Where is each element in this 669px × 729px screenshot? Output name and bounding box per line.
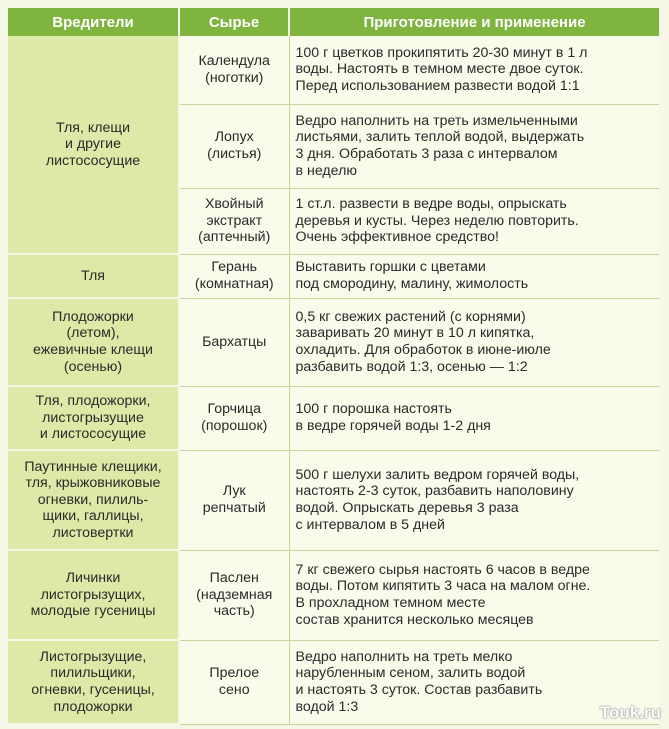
pests-cell: Плодожорки (летом), ежевичные клещи (осенью) — [8, 298, 179, 386]
table-row — [8, 386, 659, 450]
usage-cell: 7 кг свежего сырья настоять 6 часов в ведре воды. Потом кипятить 3 часа на малом огне. В прохладном темном месте состав хранится несколько месяцев — [289, 550, 659, 640]
usage-cell: 500 г шелухи залить ведром горячей воды, настоять 2-3 суток, разбавить наполовину водой. Опрыскать деревья 3 раза с интервалом в 5 дней — [289, 450, 659, 550]
raw-cell: Герань (комнатная) — [179, 254, 289, 298]
usage-cell: 100 г порошка настоять в ведре горячей воды 1-2 дня — [289, 386, 659, 450]
usage-cell: Выставить горшки с цветами под смородину, малину, жимолость — [289, 254, 659, 298]
header-row — [8, 8, 659, 36]
header-pests: Вредители — [8, 8, 179, 36]
table-header — [8, 8, 659, 36]
remedies-table — [8, 8, 659, 725]
raw-cell: Бархатцы — [179, 298, 289, 386]
raw-cell: Лопух (листья) — [179, 104, 289, 188]
raw-cell: Лук репчатый — [179, 450, 289, 550]
raw-cell: Хвойный экстракт (аптечный) — [179, 188, 289, 254]
usage-cell: Ведро наполнить на треть измельченными листьями, залить теплой водой, выдержать 3 дня. Обработать 3 раза с интервалом в неделю — [289, 104, 659, 188]
table-row — [8, 254, 659, 298]
pests-cell: Паутинные клещики, тля, крыжовниковые огневки, пилиль- щики, галлицы, листовертки — [8, 450, 179, 550]
pests-cell: Тля, клещи и другие листососущие — [8, 36, 179, 254]
usage-cell: Ведро наполнить на треть мелко нарубленным сеном, залить водой и настоять 3 суток. Состав разбавить водой 1:3 — [289, 640, 659, 724]
pests-cell: Тля — [8, 254, 179, 298]
table-row — [8, 36, 659, 104]
usage-cell: 0,5 кг свежих растений (с корнями) заваривать 20 минут в 10 л кипятка, охладить. Для обработок в июне-июле разбавить водой 1:3, осенью — 1:2 — [289, 298, 659, 386]
site-watermark: Touk.ru — [599, 703, 661, 722]
raw-cell: Паслен (надземная часть) — [179, 550, 289, 640]
raw-cell: Горчица (порошок) — [179, 386, 289, 450]
table-row — [8, 640, 659, 724]
header-raw: Сырье — [179, 8, 289, 36]
pests-cell: Листогрызущие, пилильщики, огневки, гусеницы, плодожорки — [8, 640, 179, 724]
table-row — [8, 550, 659, 640]
raw-cell: Календула (ноготки) — [179, 36, 289, 104]
raw-cell: Прелое сено — [179, 640, 289, 724]
table-row — [8, 450, 659, 550]
usage-cell: 100 г цветков прокипятить 20-30 минут в 1 л воды. Настоять в темном месте двое суток. Перед использованием развести водой 1:1 — [289, 36, 659, 104]
usage-cell: 1 ст.л. развести в ведре воды, опрыскать деревья и кусты. Через неделю повторить. Очень эффективное средство! — [289, 188, 659, 254]
pests-cell: Личинки листогрызущих, молодые гусеницы — [8, 550, 179, 640]
table-row — [8, 298, 659, 386]
pests-cell: Тля, плодожорки, листогрызущие и листососущие — [8, 386, 179, 450]
table-body — [8, 36, 659, 724]
header-usage: Приготовление и применение — [289, 8, 659, 36]
